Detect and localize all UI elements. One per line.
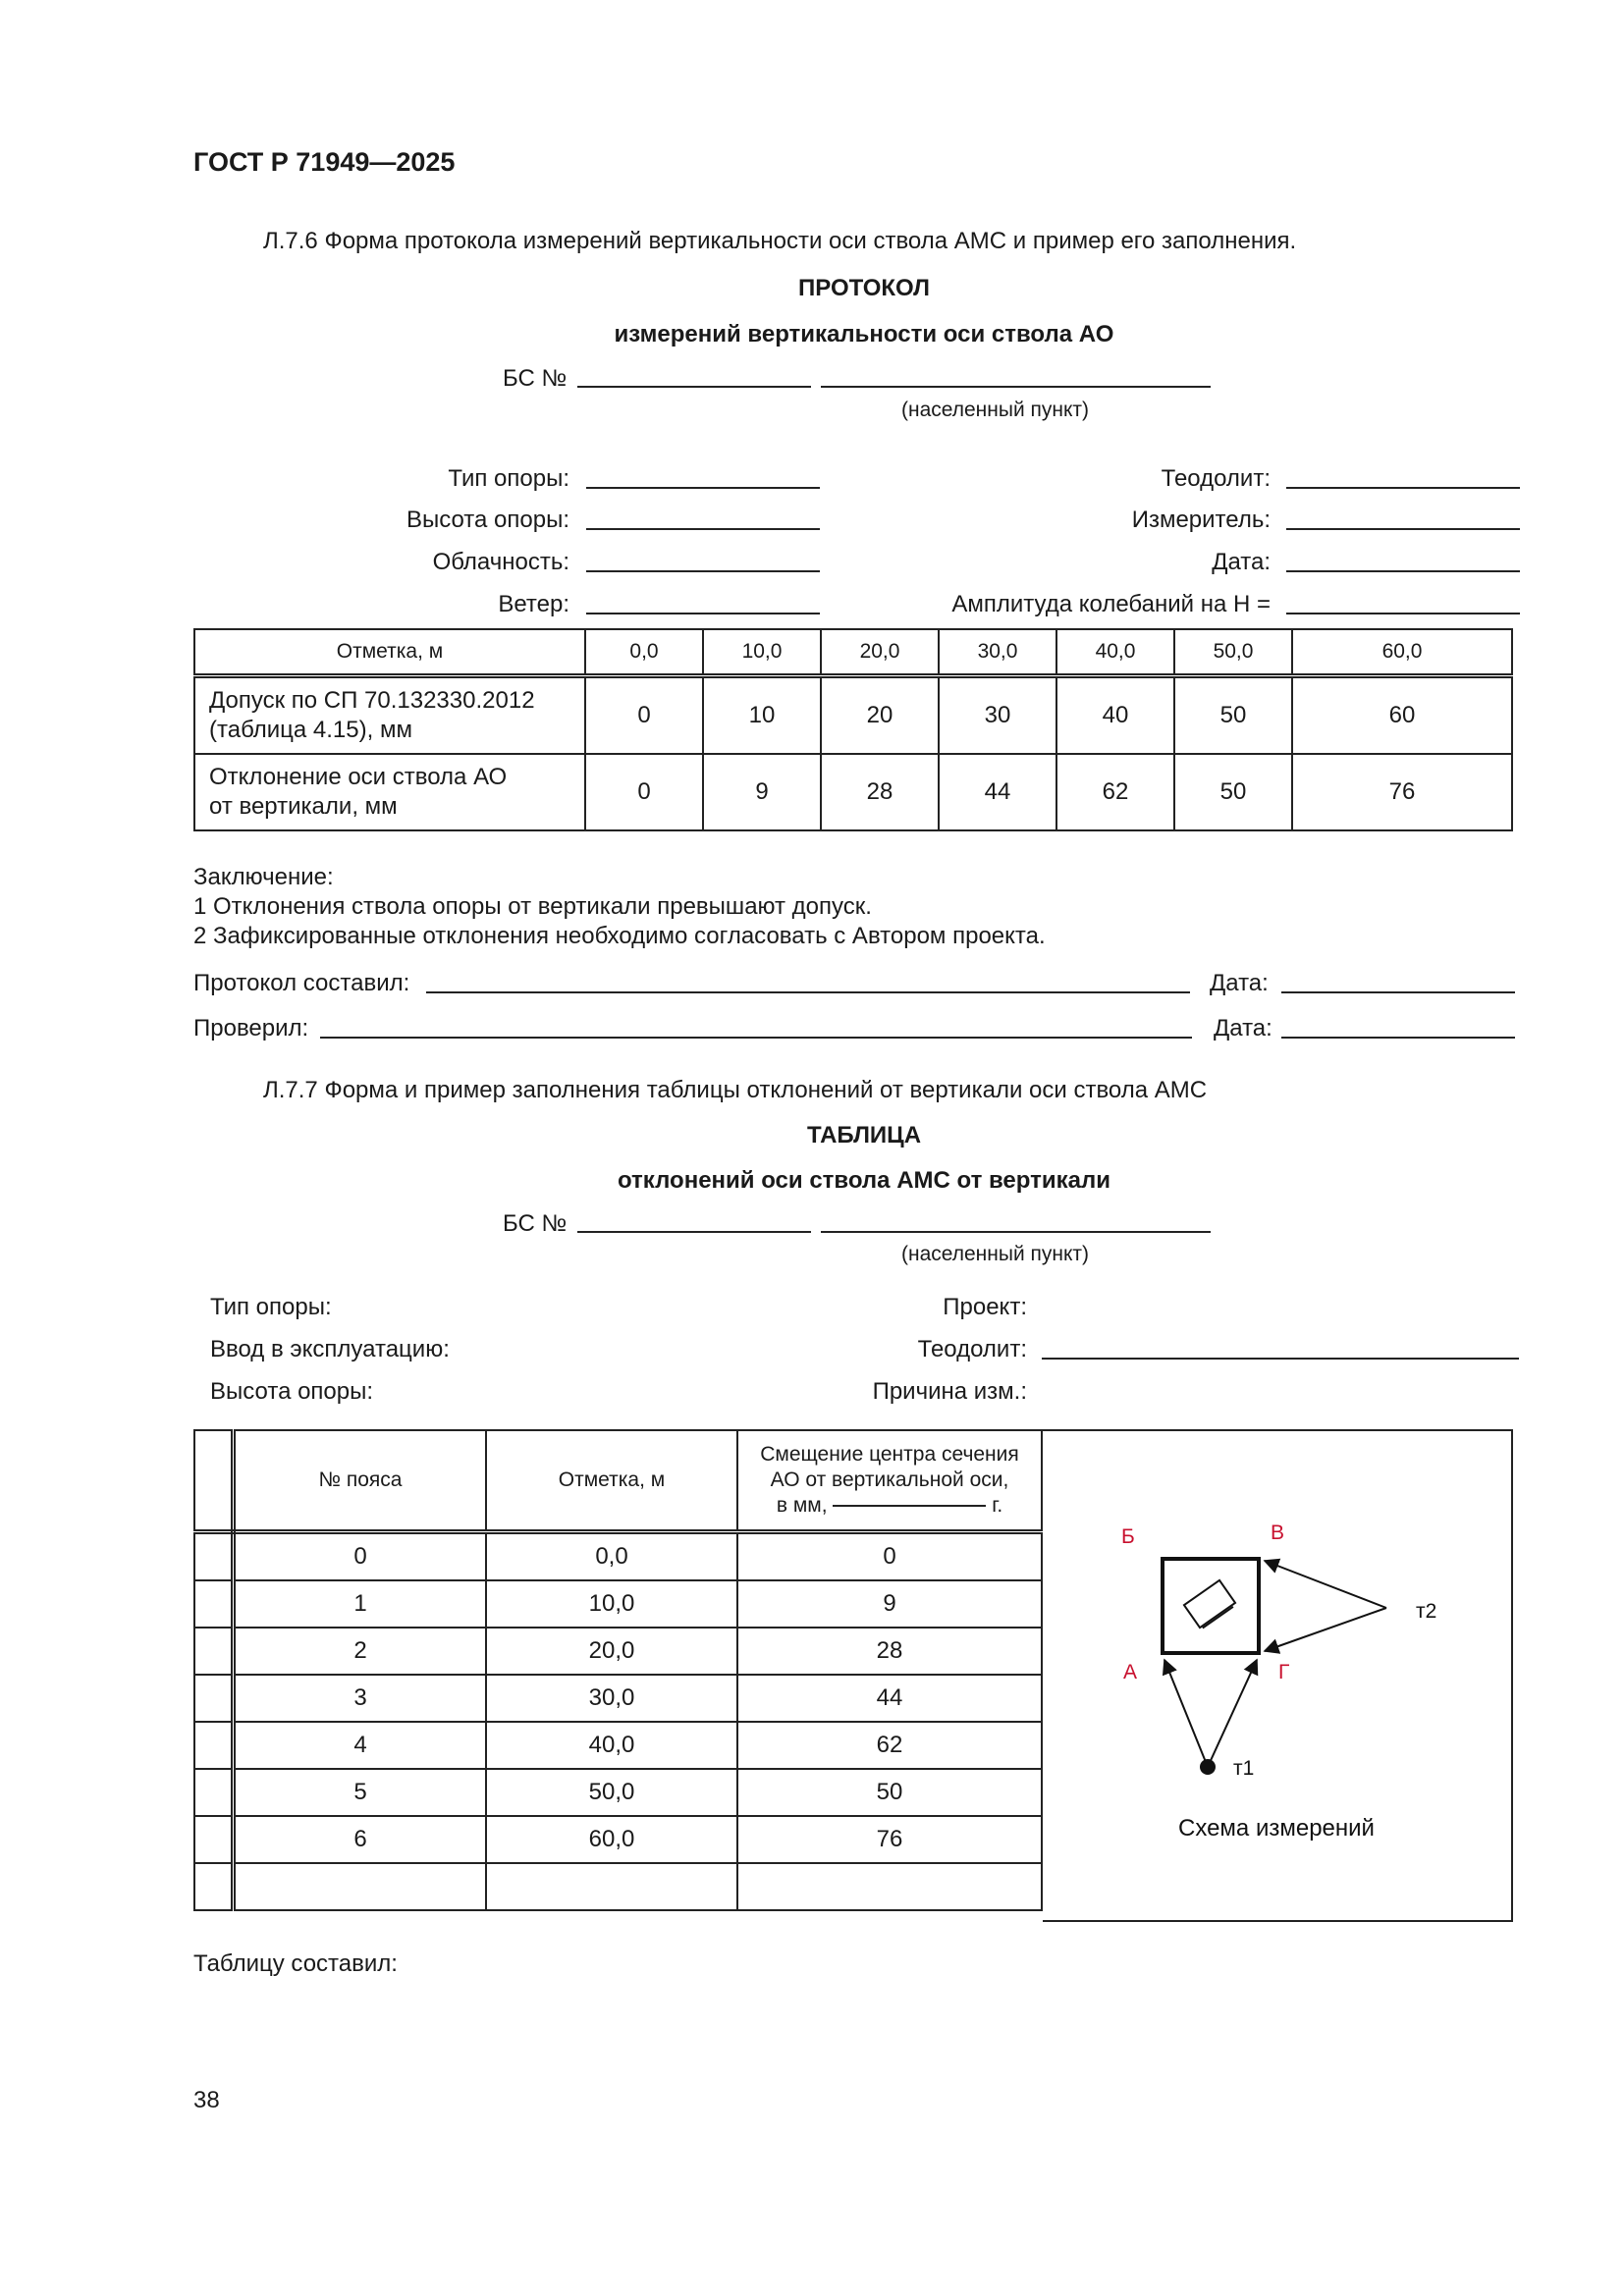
sight-line-t2-g [1265,1608,1386,1651]
row-label-line2: (таблица 4.15), мм [209,717,412,743]
field-cloudiness: Облачность: [432,549,569,575]
page-number: 38 [193,2087,220,2113]
header-shift-line2: АО от вертикальной оси, [770,1468,1009,1491]
header-blank [194,1430,234,1532]
measurement-scheme-panel [1043,1429,1513,1922]
sight-line-t1-a [1164,1660,1208,1767]
table-cell-blank [194,1628,234,1675]
date-line[interactable] [1286,570,1520,572]
protocol-compiled-label: Протокол составил: [193,970,410,996]
field-change-reason: Причина изм.: [872,1378,1027,1405]
checked-signature-line[interactable] [320,1037,1192,1039]
table-cell-blank [194,1532,234,1581]
table-cell-shift: 50 [737,1769,1042,1816]
table-cell: 9 [703,754,821,830]
measurement-scheme-diagram [1043,1431,1511,1922]
compiled-date-line[interactable] [1281,991,1515,993]
table-cell-blank [194,1769,234,1816]
header-mark-label: Отметка, м [194,629,585,676]
settlement-line[interactable] [821,386,1211,388]
field-commissioning: Ввод в эксплуатацию: [210,1336,450,1362]
table-cell-belt [234,1863,487,1910]
corner-label-a: А [1123,1661,1138,1683]
field-theodolite-2: Теодолит: [917,1336,1027,1362]
measurer-line[interactable] [1286,528,1520,530]
header-shift-line3b: г. [992,1494,1003,1517]
section2-intro: Л.7.7 Форма и пример заполнения таблицы отклонений от вертикали оси ствола АМС [263,1077,1208,1103]
table-title: ТАБЛИЦА [806,1122,922,1148]
table-cell: 50 [1174,754,1292,830]
tower-section-square [1163,1559,1259,1653]
table-cell-mark: 0,0 [486,1532,737,1581]
table-row [194,676,1512,755]
table-cell-mark [486,1863,737,1910]
conclusion-item: 2 Зафиксированные отклонения необходимо согласовать с Автором проекта. [193,923,1046,949]
table-cell: 50 [1174,676,1292,755]
compiled-date-label: Дата: [1210,970,1269,996]
field-theodolite: Теодолит: [1161,465,1271,492]
bs-number-line-2[interactable] [577,1231,811,1233]
settlement-caption-2: (населенный пункт) [901,1243,1090,1265]
corner-label-v: В [1271,1522,1285,1544]
table-cell-blank [194,1816,234,1863]
corner-label-g: Г [1278,1661,1290,1683]
station-label-t2: т2 [1416,1600,1437,1623]
table-cell: 30 [939,676,1056,755]
compiled-signature-line[interactable] [426,991,1190,993]
checked-date-label: Дата: [1214,1015,1272,1041]
theodolite-symbol [1184,1580,1236,1629]
table-cell-belt: 1 [234,1580,487,1628]
theodolite-line-2[interactable] [1042,1358,1519,1360]
settlement-line-2[interactable] [821,1231,1211,1233]
support-height-line[interactable] [586,528,820,530]
field-date: Дата: [1212,549,1271,575]
row-label [194,754,585,830]
support-type-line[interactable] [586,487,820,489]
header-shift [737,1430,1042,1532]
table-cell-blank [194,1580,234,1628]
header-mark: 30,0 [939,629,1056,676]
section1-intro: Л.7.6 Форма протокола измерений вертикальности оси ствола АМС и пример его заполнения. [263,228,1297,254]
table-cell-belt: 2 [234,1628,487,1675]
table-cell-shift: 9 [737,1580,1042,1628]
bs-label: БС № [503,365,568,392]
header-belt: № пояса [234,1430,487,1532]
station-t1-point [1200,1759,1216,1775]
checked-date-line[interactable] [1281,1037,1515,1039]
protocol-subtitle: измерений вертикальности оси ствола АО [614,321,1114,347]
table-compiled-label: Таблицу составил: [193,1950,398,1977]
settlement-caption: (населенный пункт) [901,399,1090,421]
conclusion-item: 1 Отклонения ствола опоры от вертикали превышают допуск. [193,893,872,920]
field-support-type-2: Тип опоры: [210,1294,332,1320]
table-cell: 20 [821,676,939,755]
year-blank-line[interactable] [833,1505,986,1507]
table-cell: 0 [585,754,703,830]
field-wind: Ветер: [498,591,569,617]
table-cell-shift: 76 [737,1816,1042,1863]
table-cell-blank [194,1863,234,1910]
header-mark: 0,0 [585,629,703,676]
header-mark: 10,0 [703,629,821,676]
table-cell-belt: 6 [234,1816,487,1863]
header-mark: Отметка, м [486,1430,737,1532]
table-cell: 44 [939,754,1056,830]
table-cell-blank [194,1722,234,1769]
table-row [194,1675,1042,1722]
table-cell: 62 [1056,754,1174,830]
bs-label-2: БС № [503,1210,568,1237]
header-mark: 60,0 [1292,629,1512,676]
conclusion-title: Заключение: [193,864,334,890]
deviation-table [193,1429,1043,1911]
table-cell-shift [737,1863,1042,1910]
row-label-line2: от вертикали, мм [209,793,398,820]
table-cell-shift: 44 [737,1675,1042,1722]
station-label-t1: т1 [1233,1757,1255,1780]
table-row [194,1769,1042,1816]
sight-line-t2-v [1265,1561,1386,1608]
field-amplitude: Амплитуда колебаний на Н = [951,591,1271,617]
theodolite-line[interactable] [1286,487,1520,489]
table-cell-mark: 60,0 [486,1816,737,1863]
table-cell: 40 [1056,676,1174,755]
table-cell-shift: 28 [737,1628,1042,1675]
row-label-line1: Допуск по СП 70.132330.2012 [209,687,535,714]
deviation-table-header [194,1430,1042,1532]
table-row [194,1628,1042,1675]
protocol-table-header [194,629,1512,676]
header-shift-line3a: в мм, [776,1494,828,1517]
table-cell-shift: 0 [737,1532,1042,1581]
table-subtitle: отклонений оси ствола АМС от вертикали [617,1167,1110,1194]
table-row [194,1722,1042,1769]
table-cell: 60 [1292,676,1512,755]
field-measurer: Измеритель: [1131,507,1271,533]
table-cell: 10 [703,676,821,755]
scheme-caption: Схема измерений [1178,1815,1375,1842]
protocol-title: ПРОТОКОЛ [798,275,930,301]
header-mark: 20,0 [821,629,939,676]
table-cell-mark: 40,0 [486,1722,737,1769]
field-support-height-2: Высота опоры: [210,1378,374,1405]
sight-line-t1-g [1208,1660,1257,1767]
row-label-line1: Отклонение оси ствола АО [209,764,508,790]
field-support-height: Высота опоры: [406,507,569,533]
table-cell-mark: 30,0 [486,1675,737,1722]
corner-label-b: Б [1121,1525,1135,1548]
table-row [194,1816,1042,1863]
table-row [194,1532,1042,1581]
field-project: Проект: [943,1294,1027,1320]
table-row [194,1863,1042,1910]
table-cell: 28 [821,754,939,830]
table-cell-mark: 50,0 [486,1769,737,1816]
amplitude-line[interactable] [1286,613,1520,614]
header-mark: 50,0 [1174,629,1292,676]
field-support-type: Тип опоры: [448,465,569,492]
wind-line[interactable] [586,613,820,614]
row-label [194,676,585,755]
document-code: ГОСТ Р 71949—2025 [193,147,456,177]
table-cell-belt: 4 [234,1722,487,1769]
cloudiness-line[interactable] [586,570,820,572]
table-row [194,1580,1042,1628]
table-cell-belt: 3 [234,1675,487,1722]
table-cell: 0 [585,676,703,755]
bs-number-line[interactable] [577,386,811,388]
header-mark: 40,0 [1056,629,1174,676]
table-cell-blank [194,1675,234,1722]
table-cell-belt: 5 [234,1769,487,1816]
protocol-table [193,628,1513,831]
table-cell-mark: 20,0 [486,1628,737,1675]
checked-label: Проверил: [193,1015,309,1041]
table-cell: 76 [1292,754,1512,830]
table-cell-belt: 0 [234,1532,487,1581]
table-cell-mark: 10,0 [486,1580,737,1628]
header-shift-line1: Смещение центра сечения [760,1443,1019,1466]
table-row [194,754,1512,830]
table-cell-shift: 62 [737,1722,1042,1769]
